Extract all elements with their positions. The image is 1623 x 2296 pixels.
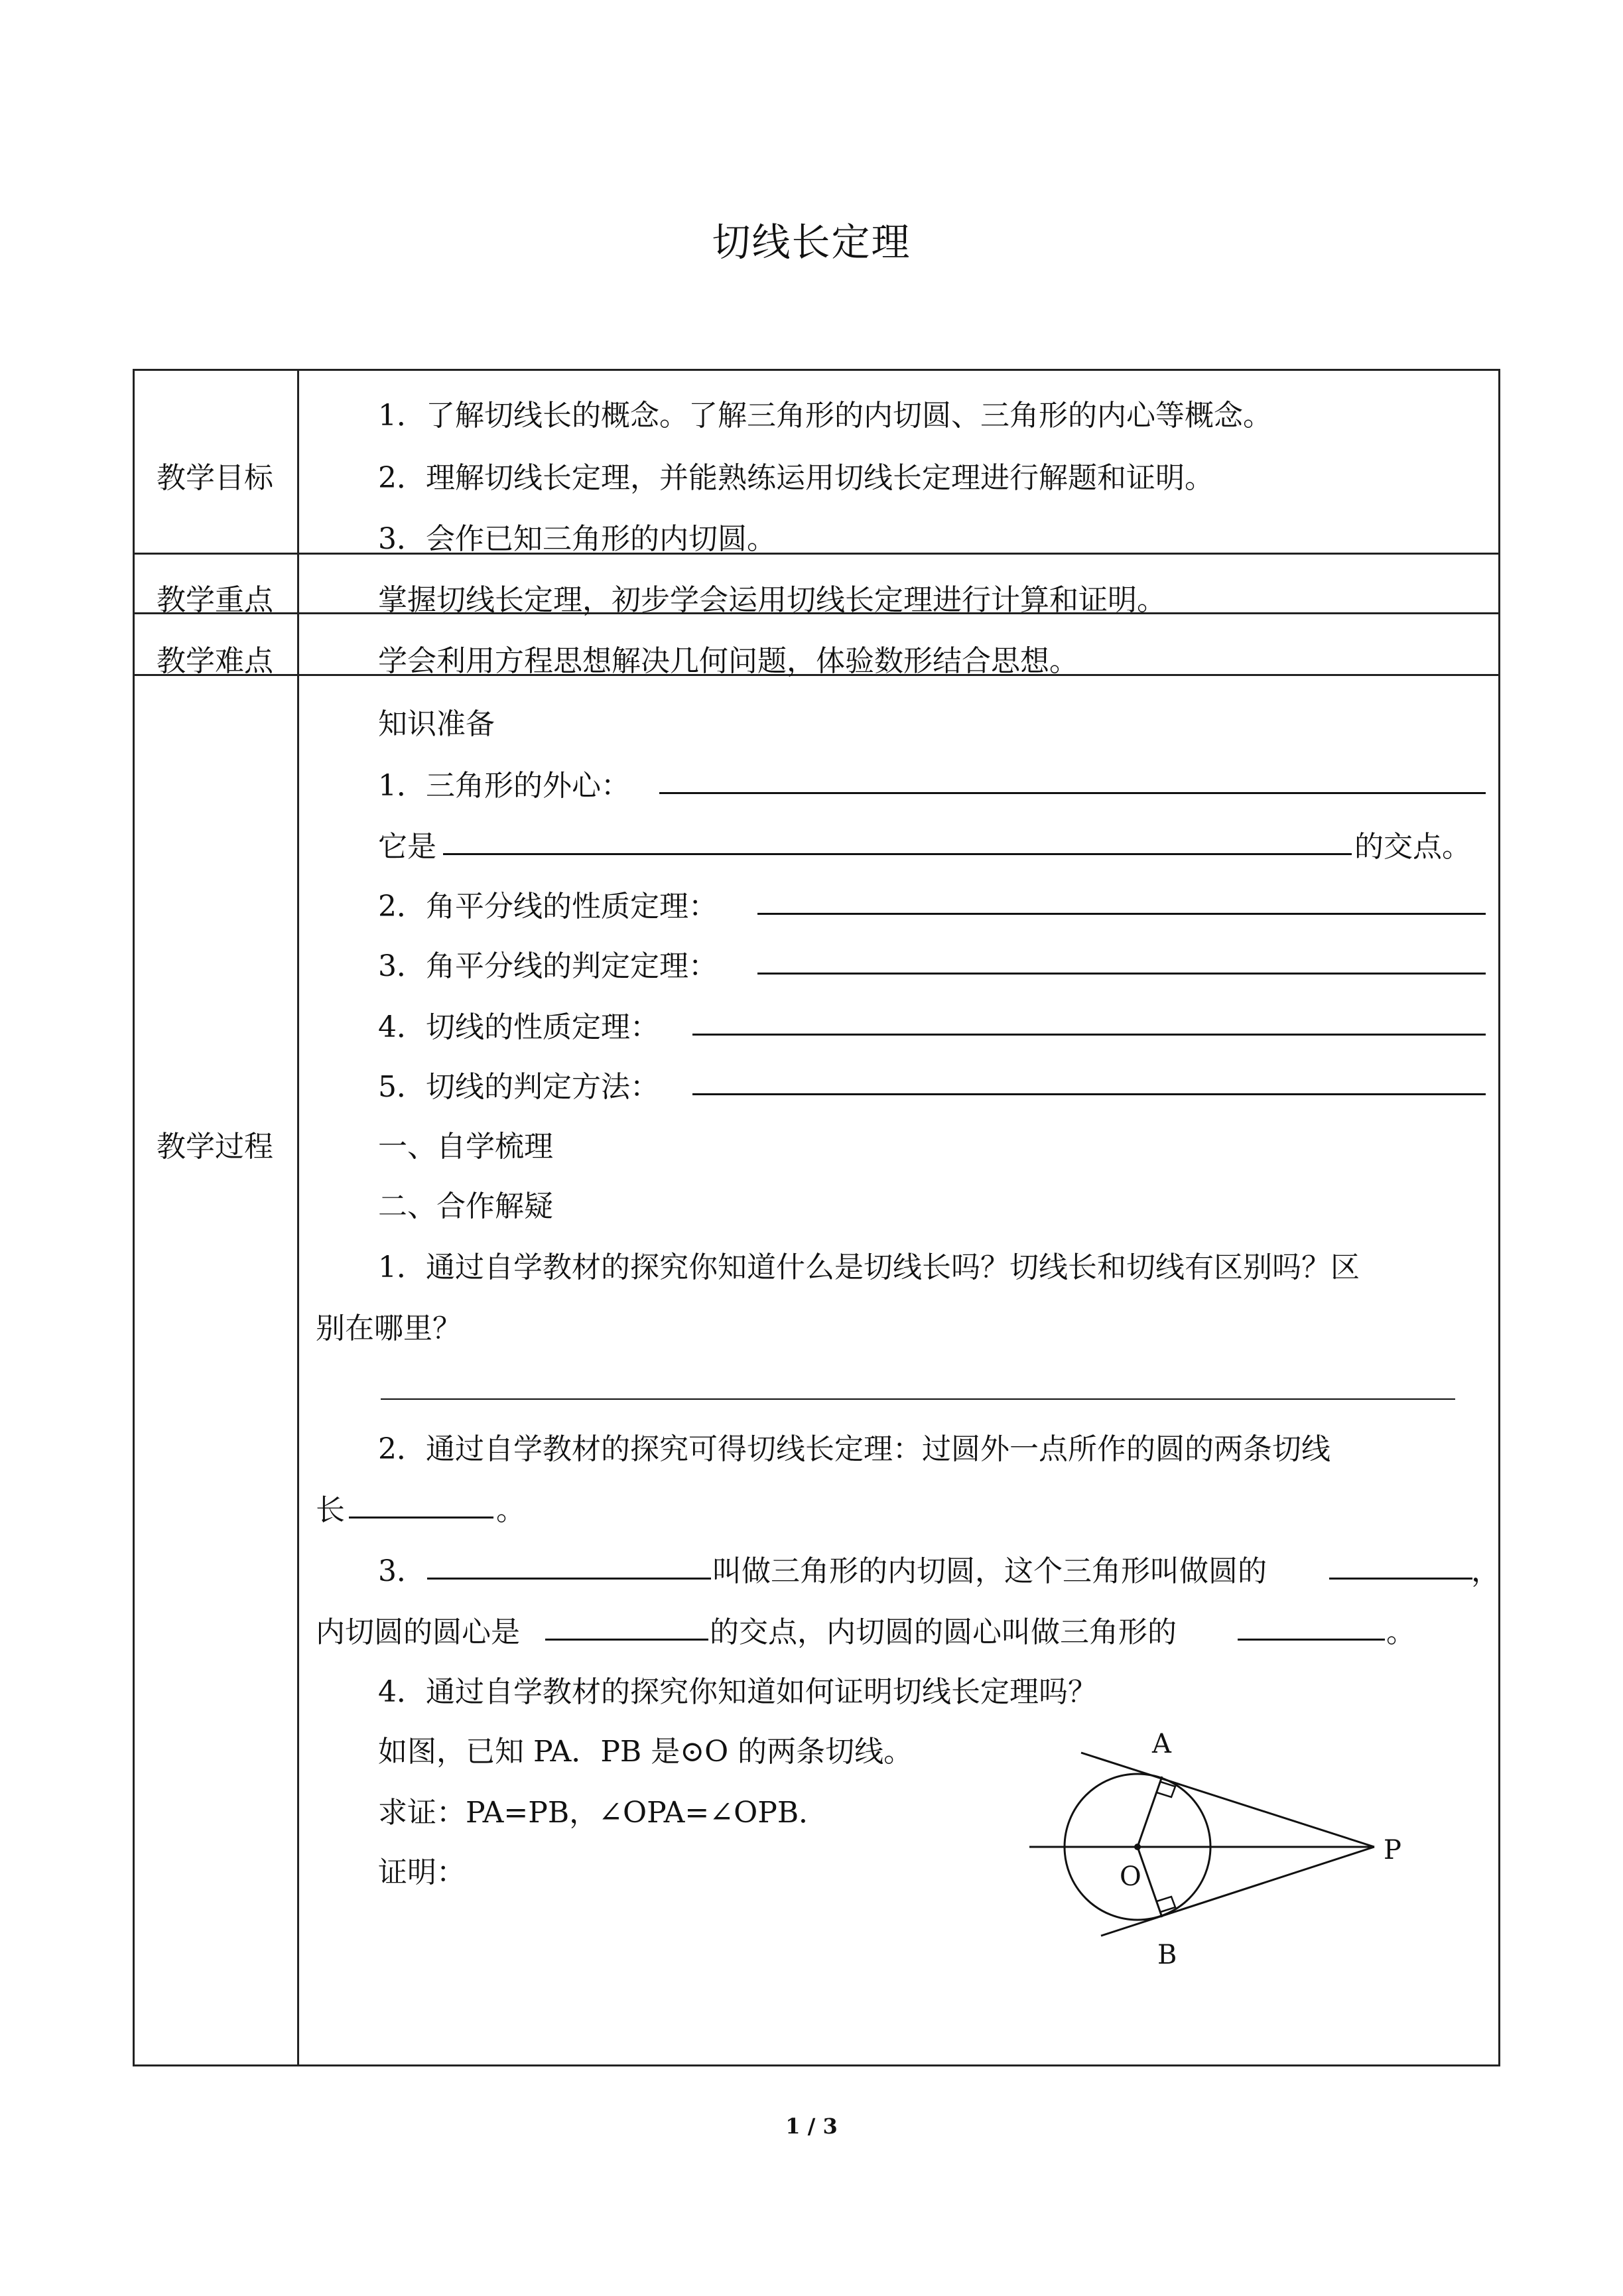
table-border-bottom (133, 2064, 1500, 2066)
prep-question-1b-prefix: 它是 (378, 830, 436, 864)
prep-question-3: 3．角平分线的判定定理： (378, 949, 718, 983)
prep-question-2: 2．角平分线的性质定理： (378, 890, 718, 923)
key-points-text: 掌握切线长定理，初步学会运用切线长定理进行计算和证明。 (378, 583, 1166, 617)
cooperation-item-3-prefix: 3． (378, 1554, 426, 1588)
blank-line-c1[interactable] (381, 1398, 1455, 1400)
page-title: 切线长定理 (712, 220, 911, 265)
cooperation-item-4: 4．通过自学教材的探究你知道如何证明切线长定理吗？ (378, 1675, 1097, 1709)
cooperation-item-2-suffix: 。 (496, 1493, 525, 1527)
proof-label: 证明： (378, 1856, 466, 1889)
cooperation-item-3-line2-c: 。 (1386, 1615, 1415, 1649)
blank-line-q3[interactable] (757, 973, 1486, 975)
goal-item-1: 1．了解切线长的概念。了解三角形的内切圆、三角形的内心等概念。 (378, 399, 1272, 433)
blank-line-q1b[interactable] (443, 853, 1352, 855)
radius-oa (1137, 1777, 1162, 1847)
blank-line-c3-d[interactable] (1238, 1639, 1385, 1641)
process-label: 教学过程 (157, 1130, 273, 1164)
prep-question-5: 5．切线的判定方法： (378, 1070, 659, 1104)
cooperation-item-1-line1: 1．通过自学教材的探究你知道什么是切线长吗？切线长和切线有区别吗？区 (378, 1250, 1360, 1284)
prep-heading: 知识准备 (378, 707, 495, 741)
prep-question-1: 1．三角形的外心： (378, 769, 630, 803)
key-points-label: 教学重点 (157, 583, 273, 617)
page-number: 1 / 3 (785, 2114, 838, 2139)
cooperation-item-3-mid: 叫做三角形的内切圆，这个三角形叫做圆的 (712, 1554, 1267, 1588)
blank-line-c3-a[interactable] (427, 1578, 711, 1580)
blank-line-q2[interactable] (757, 913, 1486, 915)
tangent-pa (1081, 1753, 1374, 1847)
cooperation-item-3-end: ， (1471, 1554, 1500, 1588)
goal-item-3: 3．会作已知三角形的内切圆。 (378, 522, 776, 556)
table-border-left (133, 369, 135, 2066)
blank-line-q5[interactable] (692, 1093, 1486, 1095)
tangent-figure (1021, 1718, 1419, 1970)
prove-statement: 求证：PA=PB，∠OPA=∠OPB． (378, 1796, 828, 1830)
label-o: O (1120, 1861, 1141, 1892)
difficulties-label: 教学难点 (157, 644, 273, 678)
cooperation-item-1-line2: 别在哪里？ (316, 1312, 462, 1345)
difficulties-text: 学会利用方程思想解决几何问题，体验数形结合思想。 (378, 644, 1078, 678)
section-self-study: 一、自学梳理 (378, 1130, 553, 1164)
row-divider-1 (133, 553, 1500, 555)
given-statement: 如图，已知 PA．PB 是⊙O 的两条切线。 (378, 1735, 913, 1769)
label-a: A (1152, 1729, 1171, 1759)
blank-line-c3-c[interactable] (545, 1639, 708, 1641)
cooperation-item-2-line1: 2．通过自学教材的探究可得切线长定理：过圆外一点所作的圆的两条切线 (378, 1432, 1331, 1466)
cooperation-item-3-line2-b: 的交点，内切圆的圆心叫做三角形的 (710, 1615, 1177, 1649)
blank-line-c2[interactable] (349, 1517, 493, 1519)
table-border-right (1498, 369, 1500, 2066)
goals-label: 教学目标 (157, 461, 273, 495)
goal-item-2: 2．理解切线长定理，并能熟练运用切线长定理进行解题和证明。 (378, 461, 1214, 495)
section-cooperation: 二、合作解疑 (378, 1189, 553, 1223)
cooperation-item-3-line2-a: 内切圆的圆心是 (316, 1615, 520, 1649)
table-column-divider (297, 369, 299, 2066)
label-p: P (1384, 1835, 1401, 1865)
cooperation-item-2-prefix: 长 (316, 1493, 345, 1527)
center-point-o (1134, 1844, 1141, 1850)
label-b: B (1157, 1940, 1177, 1970)
table-border-top (133, 369, 1500, 371)
blank-line-c3-b[interactable] (1329, 1578, 1472, 1580)
prep-question-4: 4．切线的性质定理： (378, 1010, 659, 1044)
blank-line-q4[interactable] (692, 1034, 1486, 1036)
blank-line-q1[interactable] (659, 792, 1486, 794)
prep-question-1b-suffix: 的交点。 (1354, 830, 1471, 864)
